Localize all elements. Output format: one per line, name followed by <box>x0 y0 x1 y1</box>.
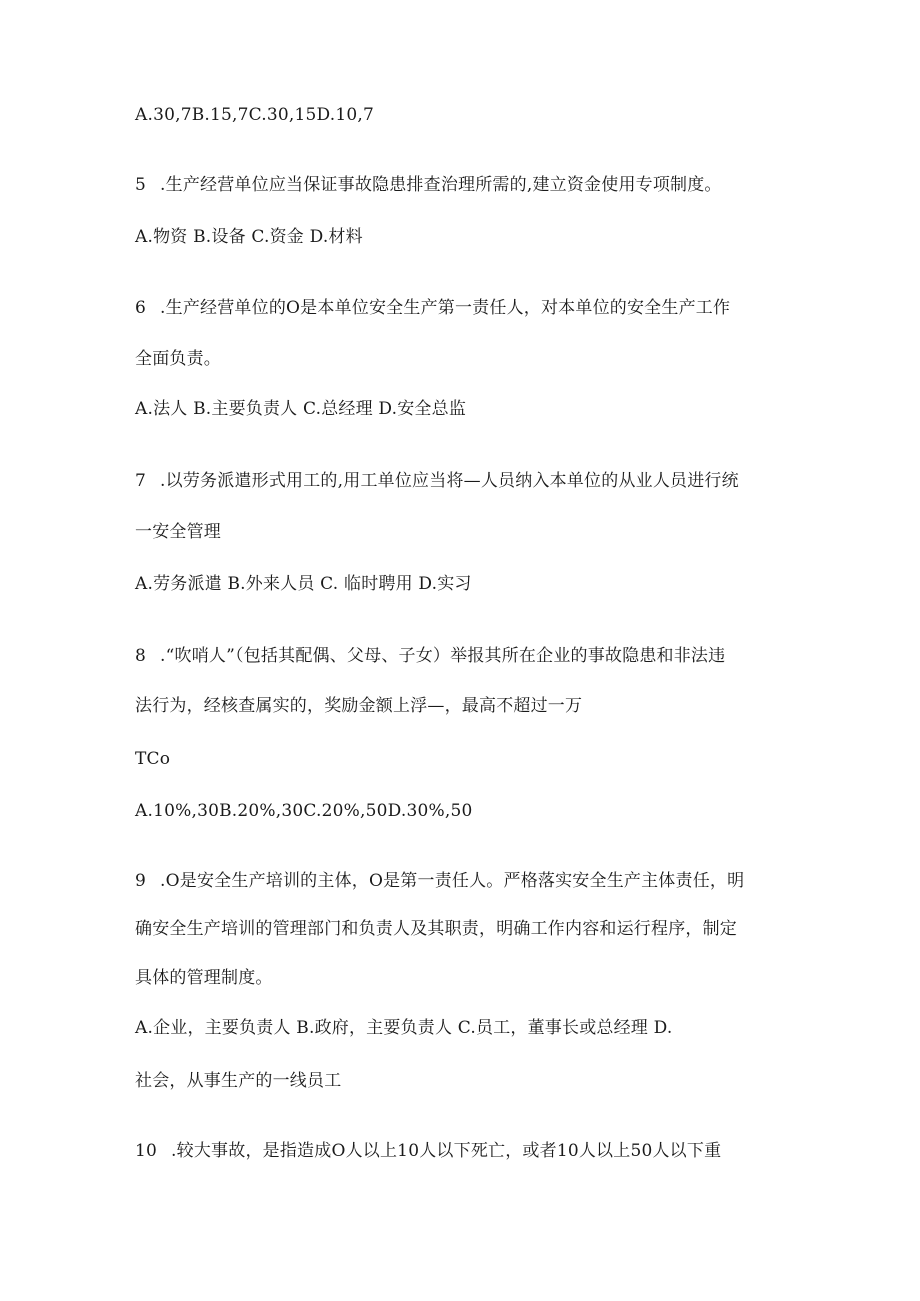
q6-stem-line-1 <box>135 296 730 320</box>
q9-stem-line-1 <box>135 869 744 893</box>
q9-stem-line-2 <box>135 917 737 941</box>
question-number: 6 <box>135 298 147 318</box>
q8-stem-line-2 <box>135 694 582 718</box>
line-text: A.企业，主要负责人 B.政府，主要负责人 C.员工，董事长或总经理 D. <box>135 1018 673 1038</box>
line-text: 确安全生产培训的管理部门和负责人及其职责，明确工作内容和运行程序，制定 <box>135 919 737 939</box>
line-text: .生产经营单位的O是本单位安全生产第一责任人，对本单位的安全生产工作 <box>160 298 731 318</box>
question-number: 9 <box>135 871 147 891</box>
q7-options-line <box>135 572 472 596</box>
line-text: .O是安全生产培训的主体，O是第一责任人。严格落实安全生产主体责任，明 <box>160 871 745 891</box>
line-text: 一安全管理 <box>135 522 221 542</box>
line-text: A.劳务派遣 B.外来人员 C. 临时聘用 D.实习 <box>135 574 472 594</box>
question-number: 10 <box>135 1141 158 1161</box>
q6-options-line <box>135 397 466 421</box>
q10-stem-line-1 <box>135 1139 721 1163</box>
question-number: 5 <box>135 175 147 195</box>
line-text: 全面负责。 <box>135 349 221 369</box>
line-text: .以劳务派遣形式用工的,用工单位应当将—人员纳入本单位的从业人员进行统 <box>160 471 739 491</box>
q4-options-line <box>135 103 374 127</box>
question-number: 8 <box>135 646 147 666</box>
q5-stem-line <box>135 173 722 197</box>
q6-stem-line-2 <box>135 347 221 371</box>
q8-stem-line-1 <box>135 644 725 668</box>
q9-options-line-1 <box>135 1016 672 1040</box>
line-text: A.10%,30B.20%,30C.20%,50D.30%,50 <box>135 801 473 821</box>
line-text: A.物资 B.设备 C.资金 D.材料 <box>135 227 363 247</box>
q9-options-line-2 <box>135 1069 341 1093</box>
q7-stem-line-2 <box>135 520 221 544</box>
question-number: 7 <box>135 471 147 491</box>
q5-options-line <box>135 225 363 249</box>
line-text: 社会，从事生产的一线员工 <box>135 1071 342 1091</box>
line-text: TCo <box>135 749 171 769</box>
q7-stem-line-1 <box>135 469 739 493</box>
line-text: A.30,7B.15,7C.30,15D.10,7 <box>135 105 375 125</box>
q8-stem-line-3 <box>135 747 170 771</box>
line-text: .“吹哨人”（包括其配偶、父母、子女）举报其所在企业的事故隐患和非法违 <box>160 646 726 666</box>
line-text: .生产经营单位应当保证事故隐患排查治理所需的,建立资金使用专项制度。 <box>160 175 722 195</box>
q8-options-line <box>135 799 473 823</box>
line-text: 具体的管理制度。 <box>135 968 273 988</box>
line-text: A.法人 B.主要负责人 C.总经理 D.安全总监 <box>135 399 467 419</box>
line-text: 法行为，经核查属实的，奖励金额上浮—，最高不超过一万 <box>135 696 583 716</box>
q9-stem-line-3 <box>135 966 273 990</box>
line-text: .较大事故，是指造成O人以上10人以下死亡，或者10人以上50人以下重 <box>171 1141 722 1161</box>
